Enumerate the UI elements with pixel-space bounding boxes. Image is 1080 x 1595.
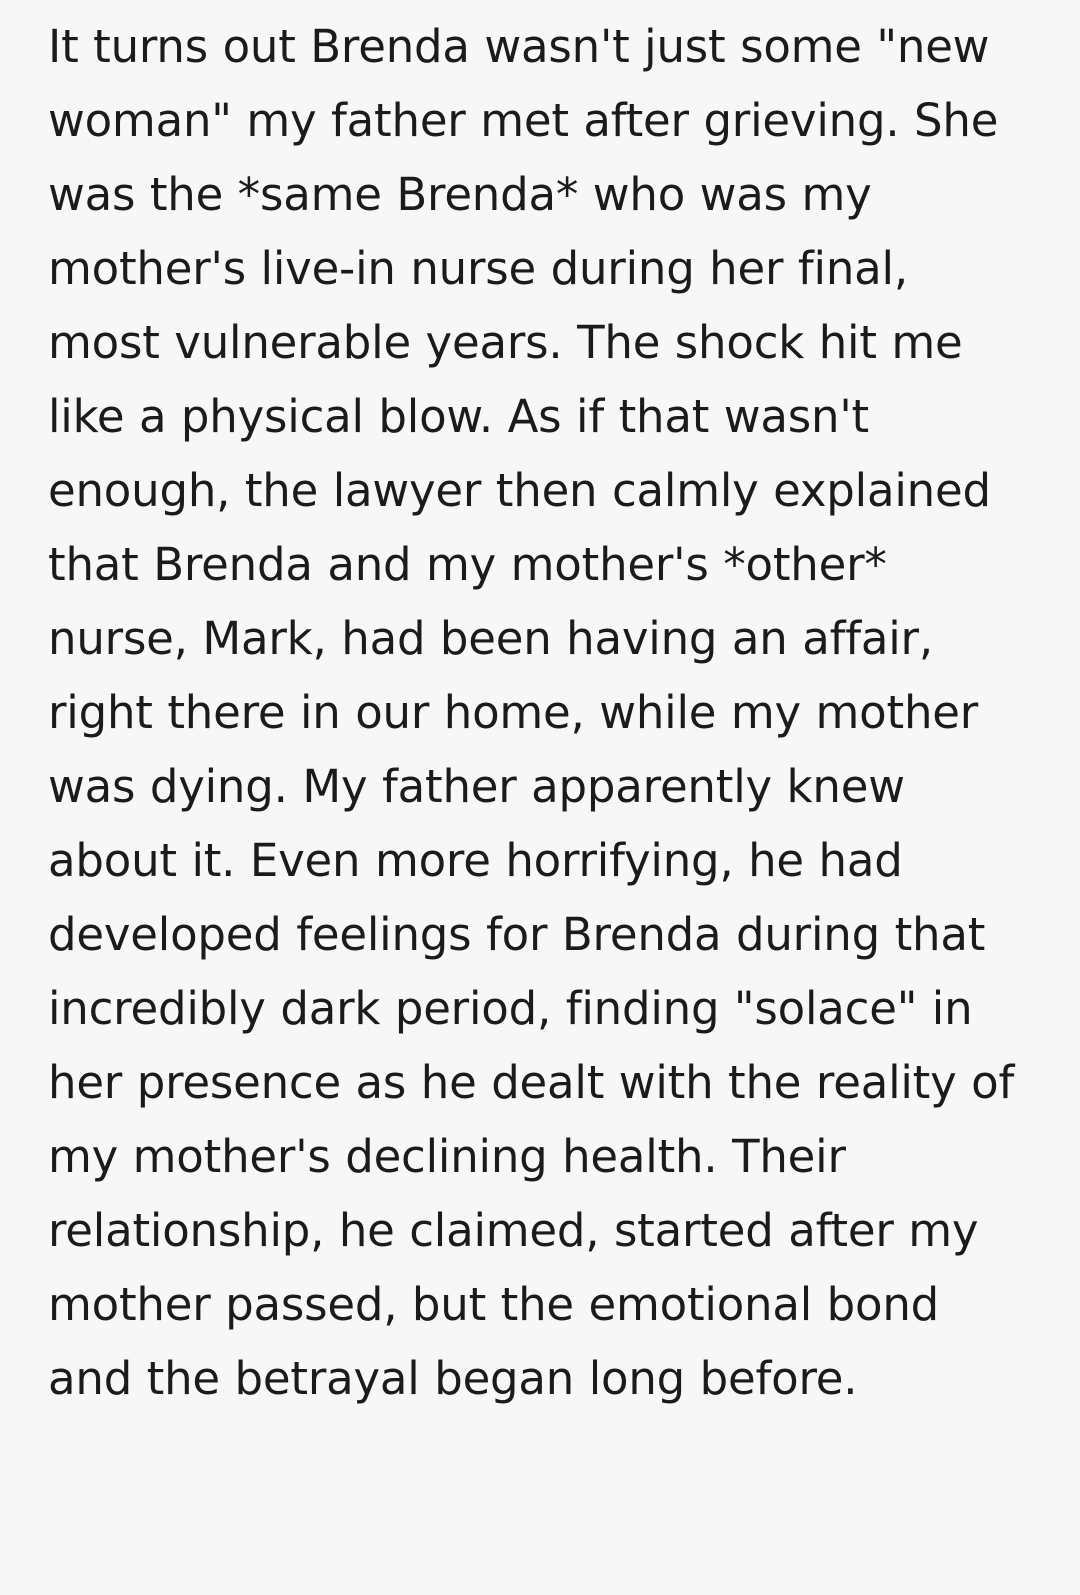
story-paragraph: It turns out Brenda wasn't just some "new woman" my father met after grieving. She was the *same Brenda* who was my mother's live-in nurse during her final, most vulnerable years. The shock hit me like a physical blow. As if that wasn't enough, the lawyer then calmly explained that Brenda and my mother's *other* nurse, Mark, had been having an affair, right there in our home, while my mother was dying. My father apparently knew about it. Even more horrifying, he had developed feelings for Brenda during that incredibly dark period, finding "solace" in her presence as he dealt with the reality of my mother's declining health. Their relationship, he claimed, started after my mother passed, but the emotional bond and the betrayal began long before. (48, 20, 1029, 1405)
